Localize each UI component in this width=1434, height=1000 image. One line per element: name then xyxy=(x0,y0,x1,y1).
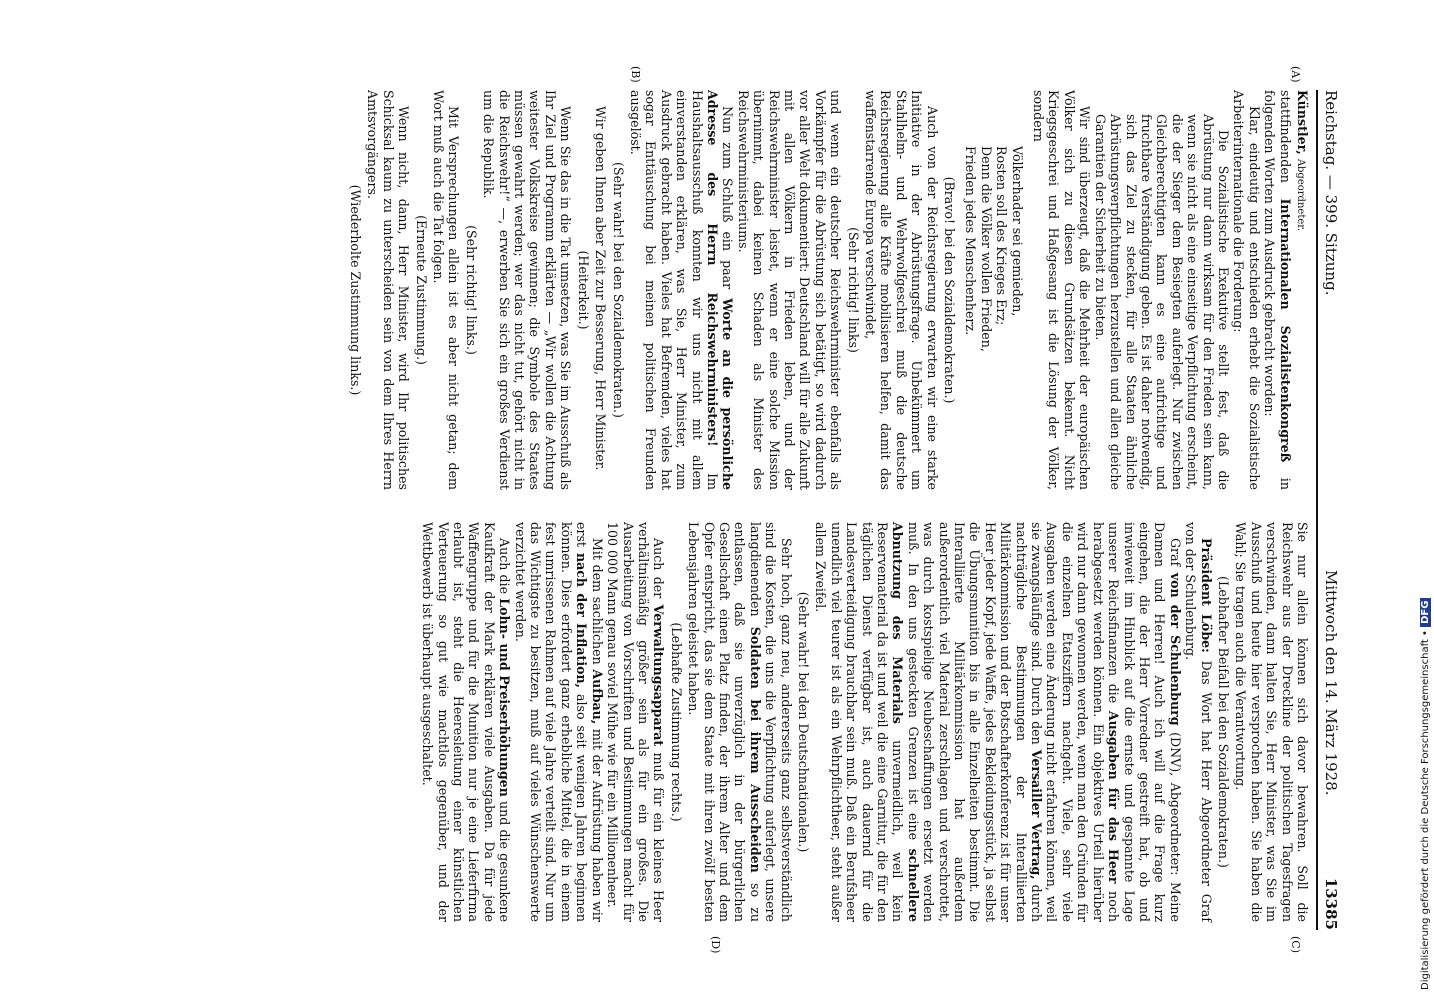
paragraph: Klar, eindeutig und entschieden erhebt die Sozialistische Arbeiterinternationale die Forderung: xyxy=(1231,90,1262,490)
reaction: (Sehr richtig! links.) xyxy=(463,225,479,355)
header-session: Reichstag. — 399. Sitzung. xyxy=(1322,90,1340,296)
paragraph: Wir geben Ihnen aber Zeit zur Besserung, Herr Minister. xyxy=(593,106,609,471)
speaker-name: Künstler, xyxy=(1295,90,1310,155)
margin-marker-b: (B) xyxy=(629,66,642,83)
speaker-line: Künstler, Abgeordneter. stattfindenden Internationalen Sozialistenkongreß in folgenden Worten zum Ausdruck gebracht worden: xyxy=(1262,90,1310,490)
reaction: (Heiterkeit.) xyxy=(575,250,591,330)
paragraph: Wenn nicht, dann, Herr Minister, wird Ihr politisches Schicksal kaum zu unterscheiden sein von dem Ihres Herrn Amtsvorgängers. xyxy=(365,90,412,490)
reaction: (Sehr richtig! links) xyxy=(845,227,861,353)
header-rule xyxy=(1316,90,1318,930)
verse-line: Völkerhader sei gemieden, xyxy=(1009,146,1025,317)
margin-marker-c: (C) xyxy=(1289,936,1302,953)
page-content xyxy=(82,66,1342,954)
verse-line: Frieden jedes Menschenherz. xyxy=(963,146,979,336)
reaction: (Erneute Zustimmung.) xyxy=(413,215,429,365)
credit-text: Digitalisierung gefördert durch die Deutsche Forschungsgemeinschaft • xyxy=(1420,630,1431,990)
paragraph: Wenn Sie das in die Tat umsetzen, was Sie im Ausschuß als Ihr Ziel und Programm erklärten — „Wir wollen die Achtung weitester Volkskreise gewinnen; die Symbole des Staates müssen gewahrt werden; wer das nicht tut, gehört nicht in die Reichswehr!“ —, erwerben Sie sich ein großes Verdienst um die Republik. xyxy=(481,90,574,490)
president-line: Präsident Löbe: Das Wort hat Herr Abgeordneter Graf von der Schulenburg. xyxy=(1183,522,1214,922)
dfg-logo: DFG xyxy=(1420,598,1431,627)
reaction: (Sehr wahr! bei den Sozialdemokraten.) xyxy=(610,162,626,418)
running-header xyxy=(1316,90,1342,930)
left-column xyxy=(346,90,1310,490)
reaction: (Bravo! bei den Sozialdemokraten.) xyxy=(942,176,958,404)
reaction: (Lebhafter Beifall bei den Sozialdemokraten.) xyxy=(1215,576,1231,868)
paragraph: Graf von der Schulenburg (DNV), Abgeordneter: Meine Damen und Herren! Auch ich will auf die Frage kurz eingehen, die der Herr Vorredner gestreift hat, ob und inwieweit im Hinblick auf die ernste und gespannte Lage unserer Reichsfinanzen die Ausgaben für das Heer noch herabgesetzt werden können. Ein objektives Urteil hierüber wird nur dann gewonnen werden, wenn man den Gründen für die einzelnen Etatsziffern nachgeht. Viele, sehr viele Ausgaben werden eine Änderung nicht erfahren können, weil sie zwangsläufige sind. Durch den Versailler Vertrag, durch nachträgliche Bestimmungen der Interalliierten Militärkommission und der Botschafterkonferenz ist für unser Heer jeder Kopf, jede Waffe, jedes Bekleidungsstück, ja selbst die Übungsmunition bis in alle Einzelheiten bestimmt. Die Interalliierte Militärkommission hat außerdem außerordentlich viel Material zerschlagen und verschrottet, was durch kostspielige Neubeschaffungen ersetzt werden muß. In den uns gesteckten Grenzen ist eine schnellere Abnutzung des Materials unvermeidlich, weil kein Reservematerial da ist und weil die eine Garnitur, die für den täglichen Dienst verfügbar ist, auch dauernd für die Landesverteidigung brauchbar sein muß. Daß ein Berufsheer unendlich viel teurer ist als ein Wehrpflichtheer, steht außer allem Zweifel. xyxy=(813,522,1183,923)
right-column xyxy=(420,522,1310,922)
reaction: (Wiederholte Zustimmung links.) xyxy=(348,184,364,396)
digitization-credit xyxy=(1420,598,1431,990)
paragraph: Auch der Verwaltungsapparat muß für ein kleines Heer verhältnismäßig größer sein als für ein großes. Die Ausarbeitung von Vorschriften und Bestimmungen macht für 100 000 Mann genau soviel Mühe wie für ein Millionenheer. xyxy=(605,522,667,922)
paragraph: und wenn ein deutscher Reichswehrminister ebenfalls als Vorkämpfer für die Abrüstung sich betätigt, so wird dadurch vor aller Welt dokumentiert: Deutschland will für alle Zukunft mit allen Völkern in Frieden leben, und der Reichswehrminister leistet, wenn er eine solche Mission übernimmt, dabei keinen Schaden als Minister des Reichswehrministeriums. xyxy=(735,90,844,490)
quote-paragraph: Die Sozialistische Exekutive stellt fest, daß die Abrüstung nur dann wirksam für den Frieden sein kann, wenn sie nicht als eine einseitige Verpflichtung erscheint, die der Sieger dem Besiegten auferlegt. Nur zwischen Gleichberechtigten kann es eine aufrichtige und fruchtbare Verständigung geben. Es ist daher notwendig, sich das Ziel zu stecken, für alle Staaten ähnliche Abrüstungsverpflichtungen herzustellen und allen gleiche Garantien der Sicherheit zu bieten. xyxy=(1092,114,1231,490)
paragraph: Wir sind überzeugt, daß die Mehrheit der europäischen Völker sich zu diesen Grundsätzen bekennt. Nicht Kriegsgeschrei und Haßgesang ist die Lösung der Völker, sondern xyxy=(1031,90,1093,490)
paragraph: Auch von der Reichsregierung erwarten wir eine starke Initiative in der Abrüstungsfrage. Unbekümmert um Stahlhelm- und Wehrwolfgeschrei muß die deutsche Reichsregierung alle Kräfte mobilisieren helfen, damit das waffenstarrende Europa verschwindet, xyxy=(863,90,940,490)
paragraph: Sie nur allein können sich davor bewahren. Soll die Reichswehr aus der Dreckline der politischen Tagesfragen verschwinden, dann halten Sie, Herr Minister, was Sie im Ausschuß und heute hier versprochen haben. Sie haben die Wahl; Sie tragen auch die Verantwortung. xyxy=(1233,522,1310,922)
verse-line: Denn die Völker wollen Frieden, xyxy=(978,146,994,352)
verse-line: Rosten soll des Krieges Erz; xyxy=(994,146,1010,326)
margin-marker-d: (D) xyxy=(709,936,722,954)
paragraph: Mit dem sachlichen Aufbau, mit der Aufrüstung haben wir erst nach der Inflation, also seit wenigen Jahren beginnen können. Dies erfordert ganz erhebliche Mittel, die in einem fest umrissenen Rahmen auf viele Jahre verteilt sind. Nur um das Wichtigste zu besitzen, muß auf vieles Wünschenswerte verzichtet werden. xyxy=(512,522,605,922)
header-date: Mittwoch den 14. März 1928. xyxy=(1322,570,1340,796)
verse-block xyxy=(963,90,1025,490)
paragraph: Mit Versprechungen allein ist es aber nicht getan; dem Wort muß auch die Tat folgen. xyxy=(431,90,462,490)
paragraph: Sehr hoch, ganz neu, andererseits ganz selbstverständlich sind die Kosten, die uns die Verpflichtung auferlegt, unsere langdienenden Soldaten bei ihrem Ausscheiden so zu entlassen, daß sie unverzüglich in der bürgerlichen Gesellschaft einen Platz finden, der ihrem Alter und dem Opfer entspricht, das sie dem Staate mit ihren zwölf besten Lebensjahren geleistet haben. xyxy=(686,522,794,922)
paragraph: Nun zum Schluß ein paar Worte an die persönliche Adresse des Herrn Reichswehrministers! Im Haushaltsausschuß konnten wir uns nicht mit allem einverstanden erklären, was Sie, Herr Minister, zum Ausdruck gebracht haben. Vieles hat Befremden, vieles hat sogar Enttäuschung bei meinen politischen Freunden ausgelöst. xyxy=(627,90,736,490)
margin-marker-a: (A) xyxy=(1289,66,1302,83)
reaction: (Sehr wahr! bei den Deutschnationalen.) xyxy=(796,591,811,853)
speaker-role: Abgeordneter. xyxy=(1295,158,1306,232)
page-number: 13385 xyxy=(1322,877,1340,930)
reaction: (Lebhafte Zustimmung rechts.) xyxy=(668,622,684,822)
president-name: Präsident Löbe: xyxy=(1198,538,1214,653)
paragraph: Auch die Lohn- und Preiserhöhungen und die gesunkene Kaufkraft der Mark erklären viele Ausgaben. Da für jede Waffengruppe und für die Munition nur je eine Lieferfirma erlaubt ist, steht die Heeresleitung einer künstlichen Verteuerung so gut wie machtlos gegenüber, und der Wettbewerb ist überhaupt ausgeschaltet. xyxy=(420,522,513,922)
